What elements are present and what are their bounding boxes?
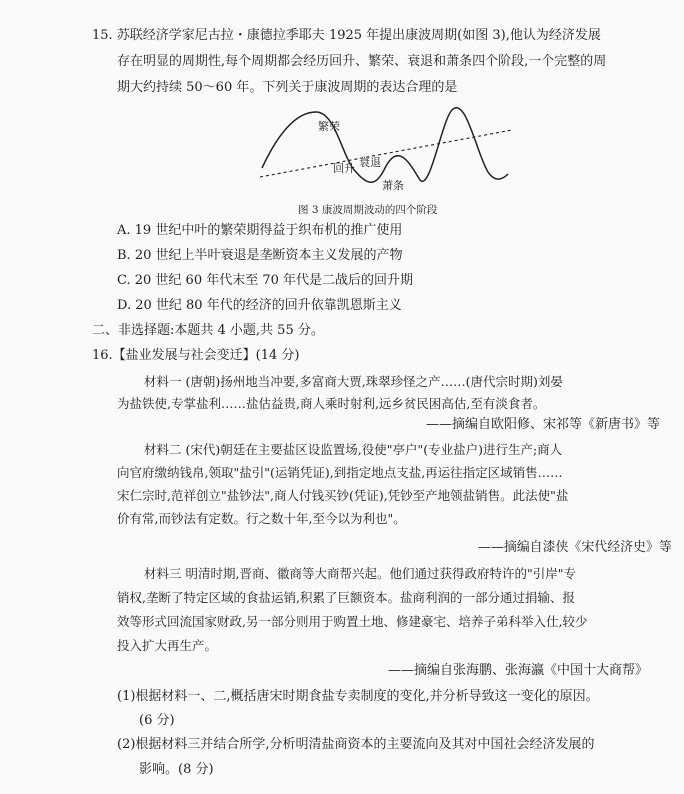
- option-a: A. 19 世纪中叶的繁荣期得益于织布机的推广使用: [117, 223, 403, 238]
- material-2-line-3: 宋仁宗时,范祥创立"盐钞法",商人付钱买钞(凭证),凭钞至产地领盐销售。此法使"盐: [117, 488, 569, 503]
- figure-caption: 图 3 康波周期波动的四个阶段: [298, 204, 438, 216]
- label-prosperity: 繁荣: [318, 120, 340, 133]
- material-1-line-2: 为盐铁使,专掌盐利……盐估益贵,商人乘时射利,远乡贫民困高估,至有淡食者。: [117, 396, 546, 411]
- q15-stem-line-2: 存在明显的周期性,每个周期都会经历回升、繁荣、衰退和萧条四个阶段,一个完整的周: [117, 54, 607, 69]
- q15-stem-line-1: 15. 苏联经济学家尼古拉・康德拉季耶夫 1925 年提出康波周期(如图 3),他认为经济发展: [92, 28, 601, 43]
- label-recovery: 回升: [333, 162, 355, 175]
- material-3-line-1: 材料三 明清时期,晋商、徽商等大商帮兴起。他们通过获得政府特许的"引岸"专: [144, 566, 576, 581]
- material-2-source: ——摘编自漆侠《宋代经济史》等: [478, 540, 672, 555]
- material-2-line-4: 价有常,而钞法有定数。行之数十年,至今以为利也"。: [117, 511, 406, 526]
- sub-question-1-line-1: (1)根据材料一、二,概括唐宋时期食盐专卖制度的变化,并分析导致这一变化的原因。: [117, 689, 599, 704]
- section-heading: 二、非选择题:本题共 4 小题,共 55 分。: [92, 323, 324, 338]
- sub-question-1-line-2: (6 分): [139, 713, 175, 728]
- q16-title: 16.【盐业发展与社会变迁】(14 分): [92, 348, 300, 363]
- option-d: D. 20 世纪 80 年代的经济的回升依靠凯恩斯主义: [117, 298, 402, 313]
- sub-question-2-line-1: (2)根据材料三并结合所学,分析明清盐商资本的主要流向及其对中国社会经济发展的: [117, 737, 595, 752]
- material-3-line-4: 投入扩大再生产。: [117, 638, 218, 653]
- option-b: B. 20 世纪上半叶衰退是垄断资本主义发展的产物: [117, 248, 403, 263]
- material-3-line-3: 效等形式回流国家财政,另一部分则用于购置土地、修建豪宅、培养子弟科举入仕,较少: [117, 614, 588, 629]
- kondratiev-wave-figure: [250, 100, 530, 200]
- material-1-line-1: 材料一 (唐朝)扬州地当冲要,多富商大贾,珠翠珍怪之产……(唐代宗时期)刘晏: [144, 374, 563, 389]
- option-c: C. 20 世纪 60 年代末至 70 年代是二战后的回升期: [117, 273, 414, 288]
- label-recession: 衰退: [359, 156, 381, 169]
- material-1-source: ——摘编自欧阳修、宋祁等《新唐书》等: [426, 417, 661, 432]
- material-2-line-2: 向官府缴纳钱帛,领取"盐引"(运销凭证),到指定地点支盐,再运往指定区域销售……: [117, 465, 563, 480]
- material-3-line-2: 销权,垄断了特定区域的食盐运销,积累了巨额资本。盐商利润的一部分通过捐输、报: [117, 590, 575, 605]
- sub-question-2-line-2: 影响。(8 分): [139, 762, 214, 777]
- material-2-line-1: 材料二 (宋代)朝廷在主要盐区设监置场,役使"亭户"(专业盐户)进行生产;商人: [144, 442, 563, 457]
- q15-stem-line-3: 期大约持续 50～60 年。下列关于康波周期的表达合理的是: [117, 80, 458, 95]
- wave-curve: [262, 108, 508, 182]
- label-depression: 萧条: [382, 179, 404, 192]
- material-3-source: ——摘编自张海鹏、张海瀛《中国十大商帮》: [388, 663, 649, 678]
